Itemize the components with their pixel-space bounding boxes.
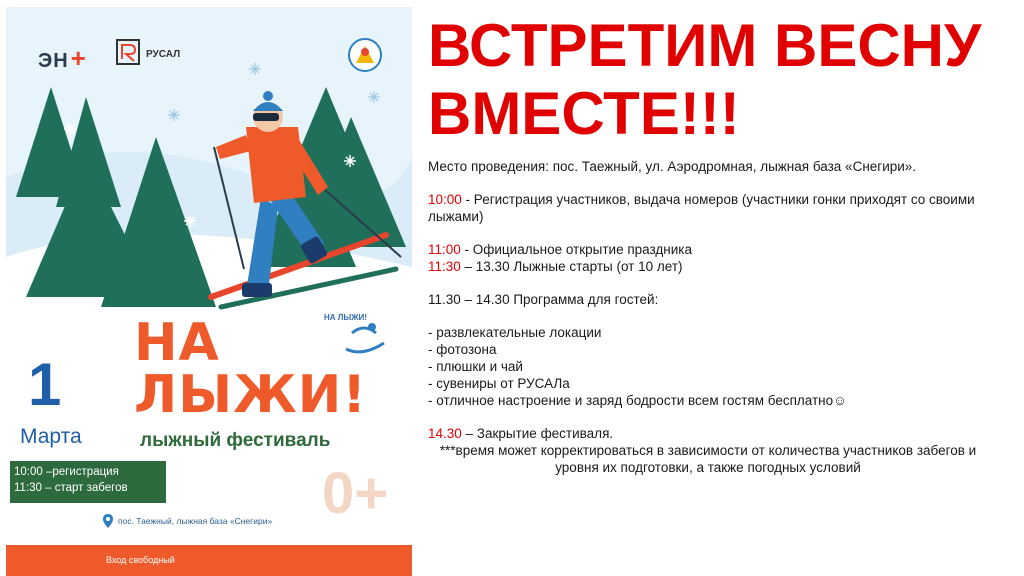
closing-time: 14.30: [428, 426, 462, 441]
schedule-time: 11:00: [428, 242, 461, 257]
schedule-text: – 13.30 Лыжные старты (от 10 лет): [460, 259, 683, 274]
headline-line1: ВСТРЕТИМ ВЕСНУ: [428, 12, 982, 79]
event-details: [428, 158, 1018, 476]
en-plus-logo: ЭН+: [38, 43, 87, 73]
headline-line2: ВМЕСТЕ!!!: [428, 80, 740, 147]
poster-title-line1: НА: [134, 313, 220, 373]
schedule-item: [428, 291, 1018, 308]
closing-item: [428, 425, 1018, 442]
poster-location: пос. Таежный, лыжная база «Снегири»: [118, 516, 273, 526]
guest-program-item: - сувениры от РУСАЛа: [428, 376, 570, 391]
location-pin-icon: [102, 513, 114, 529]
schedule-text: – 14.30 Программа для гостей:: [460, 292, 659, 307]
schedule-item: [428, 258, 1018, 275]
entry-banner: Вход свободный: [6, 545, 412, 576]
rusal-logo-text: РУСАЛ: [146, 49, 181, 60]
poster-subtitle: лыжный фестиваль: [140, 430, 331, 451]
schedule-text: - Регистрация участников, выдача номеров (участники гонки приходят со своими лыжами): [428, 192, 975, 224]
guest-program-item: - фотозона: [428, 342, 497, 357]
headline: [428, 12, 1018, 148]
schedule-item: [428, 191, 1018, 225]
poster-schedule: [10, 461, 166, 503]
poster-title-line2: ЛЫЖИ!: [134, 365, 367, 425]
guest-program-item: - плюшки и чай: [428, 359, 523, 374]
schedule-item: [428, 241, 1018, 258]
rusal-logo-icon: [116, 39, 140, 65]
venue-text: Место проведения: пос. Таежный, ул. Аэродромная, лыжная база «Снегири».: [428, 159, 917, 174]
event-date-month: Марта: [20, 425, 82, 448]
schedule-text: - Официальное открытие праздника: [460, 242, 692, 257]
guest-program-item: - развлекательные локации: [428, 325, 602, 340]
schedule-line: 11:30 – старт забегов: [14, 482, 128, 494]
emblem-icon: [344, 37, 386, 73]
schedule-time: 11:30: [428, 259, 461, 274]
schedule-time: 10:00: [428, 192, 462, 207]
schedule-note: ***время может корректироваться в зависимости от количества участников забегов и уровня их подготовки, а также погодных условий: [439, 443, 977, 475]
na-lyzhi-badge: НА ЛЫЖИ!: [324, 313, 367, 322]
guest-program-item: - отличное настроение и заряд бодрости всем гостям бесплатно☺: [428, 393, 847, 408]
age-rating: 0+: [322, 461, 389, 526]
skier-badge-icon: [342, 319, 388, 359]
event-info-panel: [428, 12, 1018, 476]
closing-text: – Закрытие фестиваля.: [461, 426, 614, 441]
festival-poster: [6, 7, 412, 576]
event-date-number: 1: [28, 351, 62, 418]
schedule-time: 11.30: [428, 292, 461, 307]
schedule-line: 10:00 –регистрация: [14, 466, 119, 478]
